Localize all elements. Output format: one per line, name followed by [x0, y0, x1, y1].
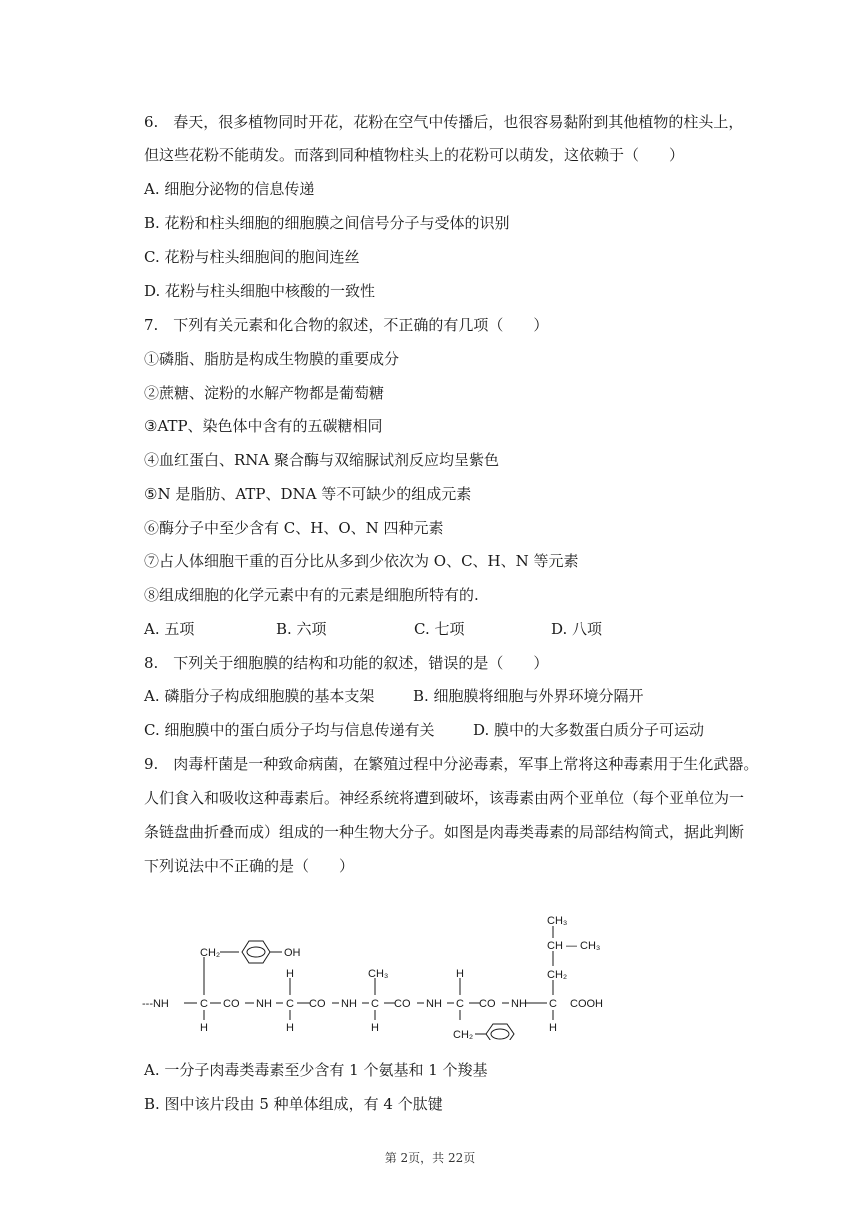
peptide-structure-figure	[142, 912, 612, 1040]
q9-stem-line4: 下列说法中不正确的是（ ）	[144, 857, 355, 875]
q8-option-d: D. 膜中的大多数蛋白质分子可运动	[473, 721, 705, 739]
q9-option-a: A. 一分子肉毒类毒素至少含有 1 个氨基和 1 个羧基	[144, 1061, 488, 1079]
alpha-carbon-4: C	[456, 998, 464, 1010]
q6-option-a: A. 细胞分泌物的信息传递	[144, 180, 315, 198]
alpha-carbon-2: C	[286, 998, 294, 1010]
q6-option-c: C. 花粉与柱头细胞间的胞间连丝	[144, 248, 360, 266]
alpha-carbon-1: C	[200, 998, 208, 1010]
q7-statement-2: ②蔗糖、淀粉的水解产物都是葡萄糖	[144, 384, 385, 402]
carbonyl-4: CO	[479, 998, 496, 1010]
q7-statement-6: ⑥酶分子中至少含有 C、H、O、N 四种元素	[144, 519, 444, 537]
q8-option-c: C. 细胞膜中的蛋白质分子均与信息传递有关	[144, 721, 435, 739]
q7-statement-5: ⑤N 是脂肪、ATP、DNA 等不可缺少的组成元素	[144, 485, 472, 503]
amide-nh-4: NH	[511, 998, 527, 1010]
r5-ch3-top: CH₃	[547, 915, 568, 927]
h-label-3: H	[286, 1022, 294, 1034]
carbonyl-1: CO	[223, 998, 240, 1010]
carbonyl-2: CO	[309, 998, 326, 1010]
h-label-1: H	[200, 1022, 208, 1034]
q6-stem-line2: 但这些花粉不能萌发。而落到同种植物柱头上的花粉可以萌发，这依赖于（ ）	[144, 146, 685, 164]
q7-statement-1: ①磷脂、脂肪是构成生物膜的重要成分	[144, 350, 400, 368]
amide-nh-2: NH	[341, 998, 357, 1010]
figure-bonds	[184, 926, 553, 1040]
q6-stem-line1: 6. 春天，很多植物同时开花，花粉在空气中传播后，也很容易黏附到其他植物的柱头上，	[144, 113, 744, 131]
q8-option-b: B. 细胞膜将细胞与外界环境分隔开	[413, 687, 644, 705]
amide-nh-3: NH	[426, 998, 442, 1010]
r5-ch-ch3: CH — CH₃	[547, 940, 601, 952]
chain-start-label: ---NH	[142, 998, 169, 1010]
oh-label: OH	[284, 947, 301, 959]
alpha-carbon-5: C	[549, 998, 557, 1010]
alpha-carbon-3: C	[371, 998, 379, 1010]
q7-option-c: C. 七项	[414, 620, 465, 638]
q7-option-b: B. 六项	[276, 620, 327, 638]
q8-option-a: A. 磷脂分子构成细胞膜的基本支架	[144, 687, 375, 705]
r5-ch2: CH₂	[547, 969, 568, 981]
h-label-5: H	[456, 968, 464, 980]
q7-statement-4: ④血红蛋白、RNA 聚合酶与双缩脲试剂反应均呈紫色	[144, 451, 500, 469]
q9-stem-line1: 9. 肉毒杆菌是一种致命病菌，在繁殖过程中分泌毒素，军事上常将这种毒素用于生化武器。	[144, 755, 759, 773]
q7-option-d: D. 八项	[551, 620, 603, 638]
r4-ch2-label: CH₂	[453, 1029, 474, 1040]
q7-statement-3: ③ATP、染色体中含有的五碳糖相同	[144, 417, 383, 435]
figure-labels	[142, 915, 603, 1040]
q9-stem-line2: 人们食入和吸收这种毒素后。神经系统将遭到破坏，该毒素由两个亚单位（每个亚单位为一	[144, 789, 745, 807]
r1-ch2-label: CH₂	[200, 947, 221, 959]
q8-stem: 8. 下列关于细胞膜的结构和功能的叙述，错误的是（ ）	[144, 654, 549, 672]
q7-statement-8: ⑧组成细胞的化学元素中有的元素是细胞所特有的.	[144, 586, 479, 604]
r3-ch3-label: CH₃	[368, 968, 389, 980]
carboxyl-group: COOH	[570, 998, 603, 1010]
h-label-4: H	[371, 1022, 379, 1034]
carbonyl-3: CO	[394, 998, 411, 1010]
q7-stem: 7. 下列有关元素和化合物的叙述，不正确的有几项（ ）	[144, 316, 549, 334]
page-footer: 第 2页，共 22页	[384, 1151, 476, 1165]
q6-option-d: D. 花粉与柱头细胞中核酸的一致性	[144, 282, 376, 300]
amide-nh-1: NH	[256, 998, 272, 1010]
q7-statement-7: ⑦占人体细胞干重的百分比从多到少依次为 O、C、H、N 等元素	[144, 552, 579, 570]
q7-option-a: A. 五项	[144, 620, 195, 638]
h-label-6: H	[549, 1022, 557, 1034]
h-label-2: H	[286, 968, 294, 980]
q9-option-b: B. 图中该片段由 5 种单体组成，有 4 个肽键	[144, 1095, 443, 1113]
q9-stem-line3: 条链盘曲折叠而成）组成的一种生物大分子。如图是肉毒类毒素的局部结构简式，据此判断	[144, 823, 745, 841]
q6-option-b: B. 花粉和柱头细胞的细胞膜之间信号分子与受体的识别	[144, 214, 510, 232]
